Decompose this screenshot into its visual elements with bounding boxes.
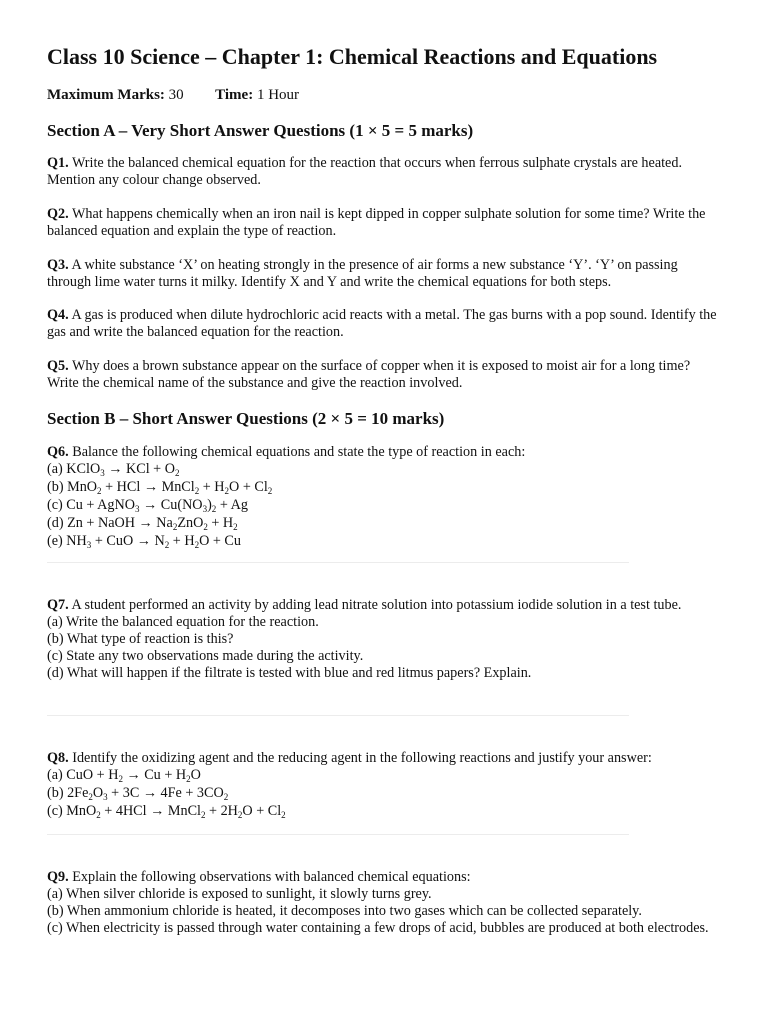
- question-part: (a) Write the balanced equation for the reaction.: [47, 614, 319, 630]
- equation-part-e: (e) $NH_3$ + CuO → $N_2 + H_2O + Cu$: [47, 533, 241, 550]
- equation-part-c: (c) Cu + AgNO$_3$ → $Cu(NO_3)_2 + Ag$: [47, 497, 248, 514]
- time-value: 1 Hour: [256, 87, 300, 103]
- equation-part-a: (a) CuO + $H_2 \to Cu + H_2O$: [47, 767, 201, 784]
- question-q1: [47, 155, 722, 189]
- question-q6: [47, 444, 722, 551]
- question-part: (b) What type of reaction is this?: [47, 631, 234, 647]
- question-q4: [47, 307, 722, 341]
- equation-part-d: (d) Zn + NaOH → $Na_2ZnO_2 + H_2$: [47, 515, 238, 532]
- section-a-heading: Section A – Very Short Answer Questions (1 × 5 = 5 marks): [47, 121, 474, 140]
- question-number: Q2.: [47, 206, 69, 222]
- section-b-heading: Section B – Short Answer Questions (2 × 5 = 10 marks): [47, 409, 445, 428]
- question-text: What happens chemically when an iron nail is kept dipped in copper sulphate solution for some time? Write the balanced equation and explain the type of reaction.: [47, 206, 706, 239]
- question-number: Q1.: [47, 155, 69, 171]
- equation-part-a: (a) KClO$_3$ → KCl + $O_2$: [47, 461, 180, 478]
- question-q8: [47, 750, 722, 821]
- question-q3: [47, 257, 722, 291]
- page-title: Class 10 Science – Chapter 1: Chemical Reactions and Equations: [47, 44, 658, 69]
- time-label: Time:: [215, 87, 254, 103]
- question-text: Write the balanced chemical equation for the reaction that occurs when ferrous sulphate crystals are heated. Mention any colour change observed.: [47, 155, 682, 188]
- question-q9: [47, 869, 722, 937]
- question-q5: [47, 358, 722, 392]
- equation-part-b: (b) $2Fe_2O_3 + 3C \to 4Fe + 3CO_2$: [47, 785, 229, 802]
- question-number: Q8.: [47, 750, 69, 766]
- question-text: A gas is produced when dilute hydrochloric acid reacts with a metal. The gas burns with a pop sound. Identify the gas and write the balanced equation for the reaction.: [47, 307, 717, 340]
- question-q2: [47, 206, 722, 240]
- question-text: Explain the following observations with balanced chemical equations:: [72, 869, 471, 885]
- question-part: (d) What will happen if the filtrate is tested with blue and red litmus papers? Explain.: [47, 665, 532, 681]
- question-part: (c) State any two observations made during the activity.: [47, 648, 364, 664]
- question-part: (b) When ammonium chloride is heated, it decomposes into two gases which can be collected separately.: [47, 903, 642, 919]
- question-text: A student performed an activity by adding lead nitrate solution into potassium iodide solution in a test tube.: [71, 597, 682, 613]
- question-number: Q9.: [47, 869, 69, 885]
- question-text: Balance the following chemical equations and state the type of reaction in each:: [72, 444, 526, 460]
- exam-meta: [47, 86, 299, 104]
- divider: [47, 715, 629, 716]
- question-number: Q6.: [47, 444, 69, 460]
- question-text: A white substance ‘X’ on heating strongly in the presence of air forms a new substance ‘Y’. ‘Y’ on passing through lime water turns it milky. Identify X and Y and write the chemical equations for both steps.: [47, 257, 678, 290]
- divider: [47, 834, 629, 835]
- question-text: Why does a brown substance appear on the surface of copper when it is exposed to moist air for a long time? Write the chemical name of the substance and give the reaction involved.: [47, 358, 691, 391]
- question-number: Q5.: [47, 358, 69, 374]
- question-text: Identify the oxidizing agent and the reducing agent in the following reactions and justify your answer:: [72, 750, 652, 766]
- divider: [47, 562, 629, 563]
- question-q7: [47, 597, 722, 682]
- question-part: (a) When silver chloride is exposed to sunlight, it slowly turns grey.: [47, 886, 432, 902]
- equation-part-c: (c) MnO$_2$ + 4HCl → MnCl$_2$ + $2H_2O + Cl_2$: [47, 803, 286, 820]
- question-number: Q3.: [47, 257, 69, 273]
- marks-value: 30: [168, 87, 184, 103]
- question-number: Q7.: [47, 597, 69, 613]
- question-number: Q4.: [47, 307, 69, 323]
- question-part: (c) When electricity is passed through water containing a few drops of acid, bubbles are produced at both electrodes.: [47, 920, 709, 936]
- equation-part-b: (b) MnO$_2$ + HCl → MnCl$_2$ + $H_2O + Cl_2$: [47, 479, 273, 496]
- marks-label: Maximum Marks:: [47, 87, 165, 103]
